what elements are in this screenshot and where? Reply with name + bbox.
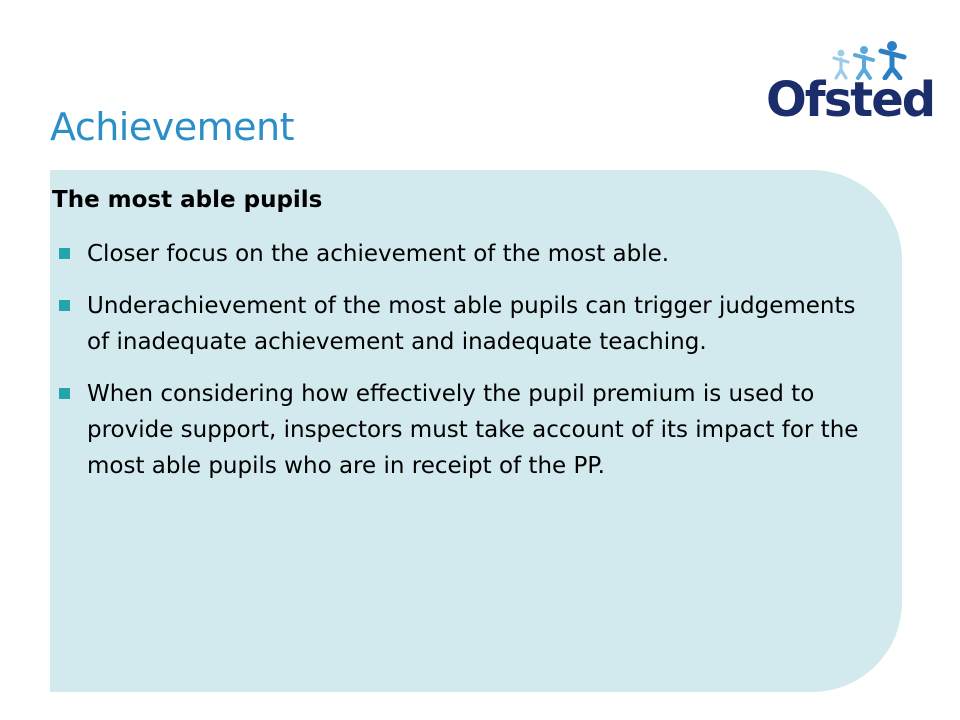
panel-heading: The most able pupils <box>52 187 323 213</box>
bullet-item <box>52 376 882 484</box>
bullet-text: When considering how effectively the pupil premium is used to provide support, inspectors must take account of its impact for the most able pupils who are in receipt of the PP. <box>87 381 859 479</box>
bullet-item <box>52 236 882 272</box>
ofsted-logo <box>760 40 935 130</box>
slide-title: Achievement <box>50 105 294 149</box>
square-bullet-icon <box>59 388 70 399</box>
bullet-text: Closer focus on the achievement of the most able. <box>87 241 670 267</box>
logo-wordmark: Ofsted <box>766 72 935 128</box>
bullet-list <box>52 236 882 500</box>
square-bullet-icon <box>59 248 70 259</box>
bullet-text: Underachievement of the most able pupils can trigger judgements of inadequate achievement and inadequate teaching. <box>87 293 856 355</box>
bullet-item <box>52 288 882 360</box>
square-bullet-icon <box>59 300 70 311</box>
